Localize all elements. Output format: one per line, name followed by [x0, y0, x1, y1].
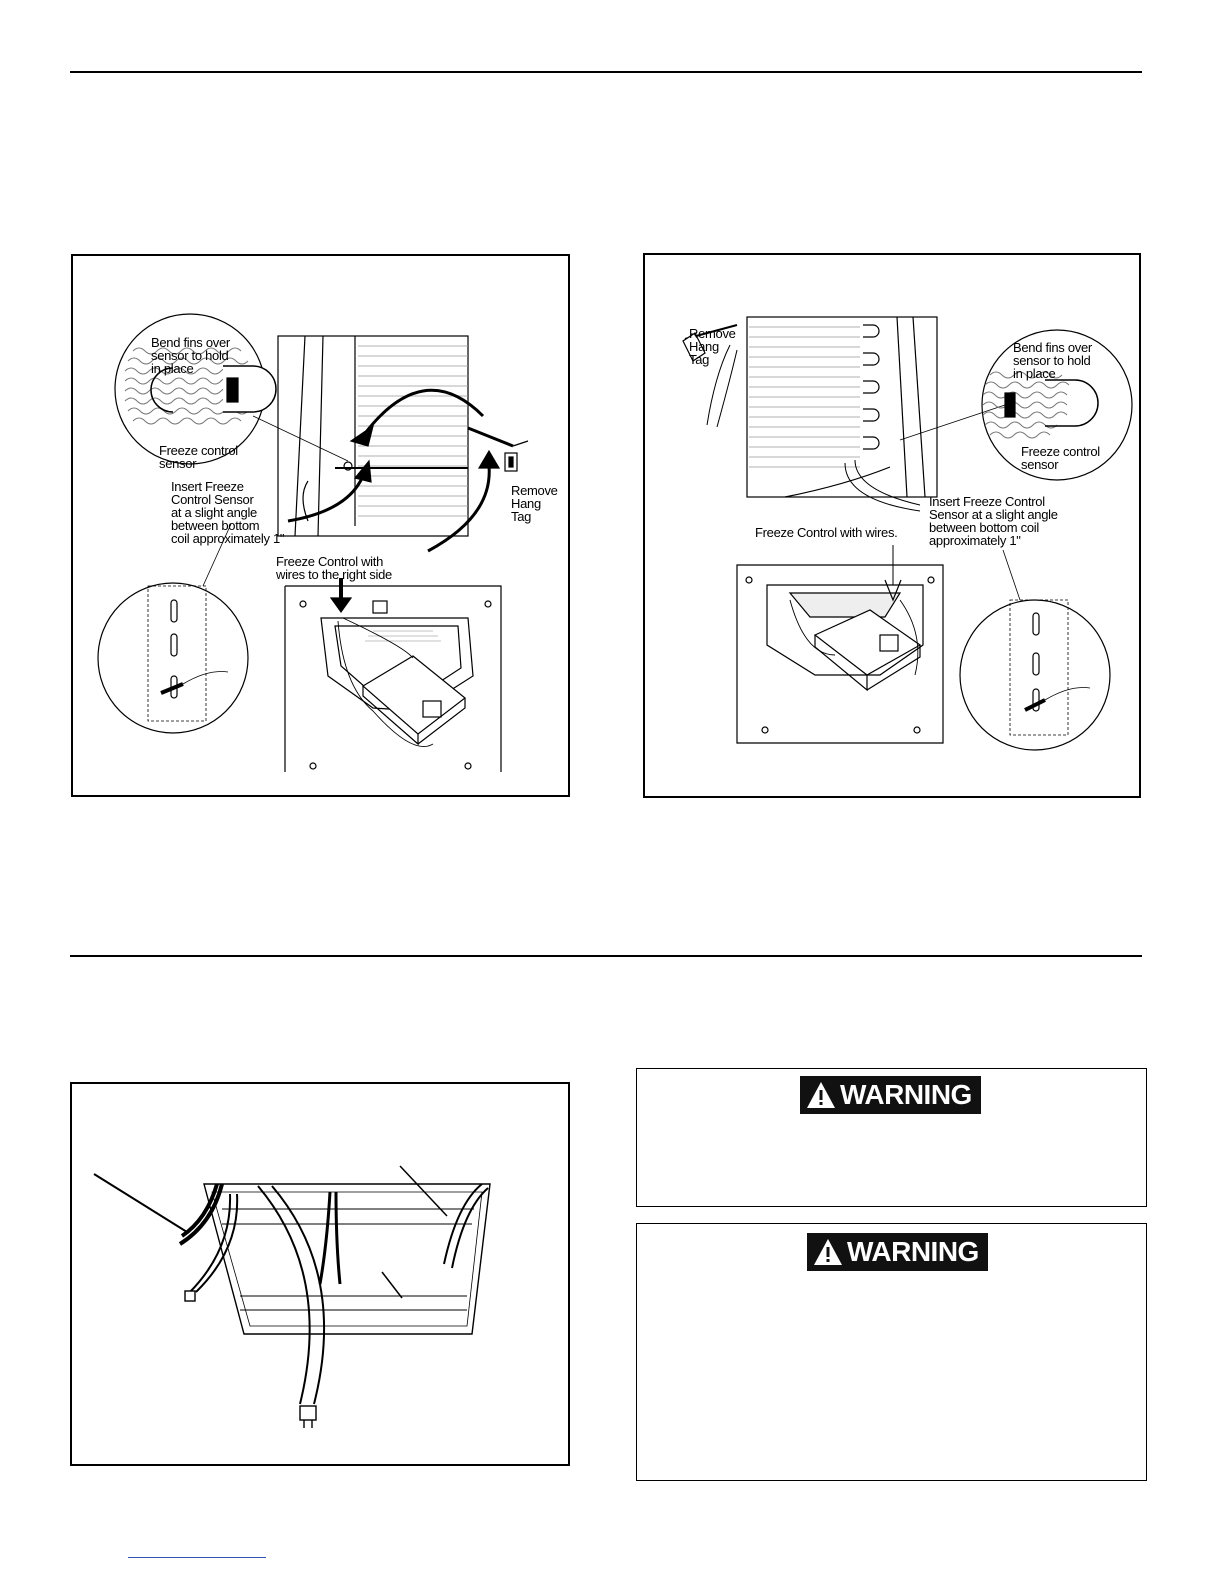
- right-callout-freeze-control: Freeze Control with wires.: [755, 525, 898, 540]
- left-callout-freeze-control-line-2: wires to the right side: [276, 567, 392, 582]
- left-callout-bend-fins: [151, 336, 230, 375]
- right-callout-sensor: [1021, 445, 1100, 471]
- left-callout-insert-line-5: coil approximately 1": [171, 531, 285, 546]
- left-callout-insert-line-1: Insert Freeze: [171, 479, 244, 494]
- left-callout-freeze-control: [276, 555, 392, 581]
- figure-left-panel: [71, 254, 570, 797]
- left-callout-insert-line-4: between bottom: [171, 518, 260, 533]
- left-callout-sensor: [159, 444, 238, 470]
- figure-bottom-panel: [70, 1082, 570, 1466]
- right-callout-remove-tag-line-1: Remove: [689, 326, 736, 341]
- top-rule: [70, 71, 1142, 73]
- left-callout-bend-fins-line-2: sensor to hold: [151, 348, 229, 363]
- figure-left-illustration: [73, 256, 568, 795]
- warning-label-1: WARNING: [840, 1079, 972, 1110]
- right-callout-bend-fins-line-3: in place: [1013, 366, 1056, 381]
- right-callout-bend-fins-line-2: sensor to hold: [1013, 353, 1091, 368]
- left-callout-insert-line-3: at a slight angle: [171, 505, 257, 520]
- warning-badge-1: [800, 1076, 981, 1114]
- left-callout-remove-tag-line-1: Remove: [511, 483, 558, 498]
- left-callout-insert-line-2: Control Sensor: [171, 492, 254, 507]
- left-callout-freeze-control-line-1: Freeze Control with: [276, 554, 384, 569]
- left-callout-remove-tag-line-2: Hang: [511, 496, 541, 511]
- right-callout-sensor-line-2: sensor: [1021, 457, 1059, 472]
- footer-link-underline[interactable]: [128, 1557, 266, 1558]
- right-callout-sensor-line-1: Freeze control: [1021, 444, 1100, 459]
- figure-bottom-illustration: [72, 1084, 568, 1464]
- left-callout-sensor-line-2: sensor: [159, 456, 197, 471]
- warning-box-1: [636, 1068, 1147, 1207]
- left-callout-bend-fins-line-3: in place: [151, 361, 194, 376]
- warning-box-2: [636, 1223, 1147, 1481]
- left-callout-remove-tag: [511, 484, 558, 523]
- right-callout-remove-tag-line-3: Tag: [689, 352, 710, 367]
- right-callout-insert: [929, 495, 1058, 547]
- right-callout-bend-fins: [1013, 341, 1092, 380]
- warning-label-2: WARNING: [847, 1236, 979, 1267]
- left-callout-bend-fins-line-1: Bend fins over: [151, 335, 230, 350]
- right-callout-insert-line-3: between bottom coil: [929, 520, 1039, 535]
- right-callout-bend-fins-line-1: Bend fins over: [1013, 340, 1092, 355]
- right-callout-insert-line-4: approximately 1": [929, 533, 1021, 548]
- right-callout-remove-tag: [689, 327, 736, 366]
- left-callout-remove-tag-line-3: Tag: [511, 509, 532, 524]
- warning-triangle-icon: [806, 1081, 836, 1109]
- right-callout-insert-line-2: Sensor at a slight angle: [929, 507, 1058, 522]
- left-callout-sensor-line-1: Freeze control: [159, 443, 238, 458]
- left-callout-insert: [171, 480, 284, 545]
- figure-right-panel: [643, 253, 1141, 798]
- warning-badge-2: [807, 1233, 988, 1271]
- middle-rule: [70, 955, 1142, 957]
- right-callout-remove-tag-line-2: Hang: [689, 339, 719, 354]
- right-callout-insert-line-1: Insert Freeze Control: [929, 494, 1045, 509]
- warning-triangle-icon: [813, 1238, 843, 1266]
